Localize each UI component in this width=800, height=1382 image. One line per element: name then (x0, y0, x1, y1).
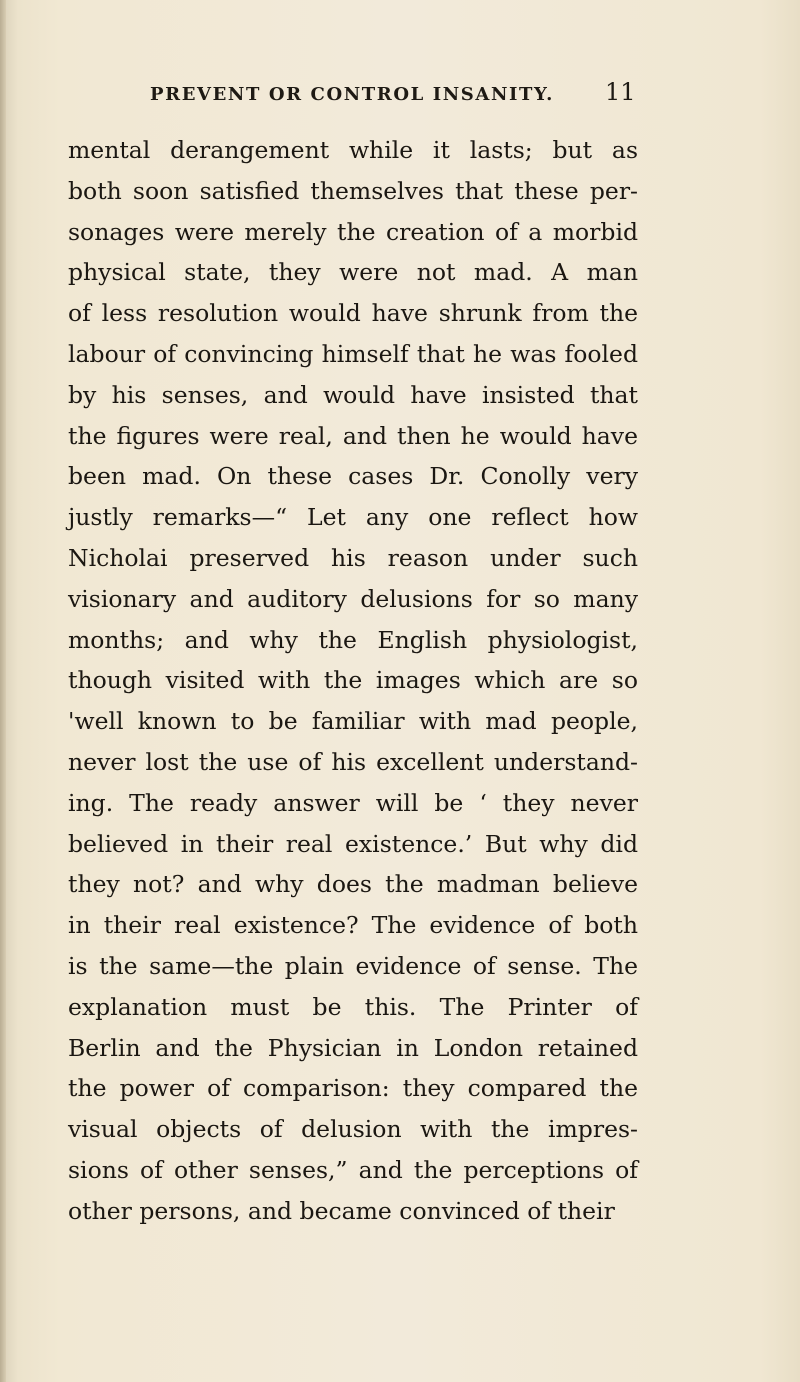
text-line: visual objects of delusion with the impres- (68, 1115, 638, 1144)
text-line: the power of comparison: they compared the (68, 1074, 638, 1103)
page-binding-edge (0, 0, 6, 1382)
text-line: in their real existence? The evidence of both (68, 911, 638, 940)
text-line: months; and why the English physiologist, (68, 625, 638, 654)
text-line: never lost the use of his excellent understand- (68, 747, 638, 776)
text-line: been mad. On these cases Dr. Conolly very (68, 462, 638, 491)
text-line: other persons, and became convinced of their (68, 1196, 615, 1225)
text-line: the figures were real, and then he would have (68, 421, 638, 450)
text-line: mental derangement while it lasts; but as (68, 136, 638, 164)
text-line: both soon satisfied themselves that these per- (68, 176, 638, 205)
running-head (150, 78, 650, 118)
text-line: by his senses, and would have insisted that (68, 380, 638, 409)
text-line: ing. The ready answer will be ‘ they never (68, 788, 638, 817)
text-line: of less resolution would have shrunk from the (68, 299, 638, 328)
text-line: they not? and why does the madman believe (68, 870, 638, 899)
text-line: 'well known to be familiar with mad people, (68, 707, 638, 736)
text-line: sions of other senses,” and the perceptions of (68, 1155, 638, 1184)
text-line: physical state, they were not mad. A man (68, 258, 638, 287)
text-line: justly remarks—“ Let any one reflect how (68, 503, 638, 532)
page-number: 11 (605, 78, 636, 106)
text-line: sonages were merely the creation of a morbid (68, 217, 638, 246)
running-title: PREVENT OR CONTROL INSANITY. (150, 84, 555, 105)
text-line: is the same—the plain evidence of sense. The (68, 951, 638, 980)
text-line: visionary and auditory delusions for so many (68, 584, 638, 613)
text-line: Nicholai preserved his reason under such (68, 543, 638, 572)
text-line: explanation must be this. The Printer of (68, 992, 638, 1021)
text-line: labour of convincing himself that he was fooled (68, 339, 638, 368)
text-line: Berlin and the Physician in London retained (68, 1033, 638, 1062)
text-line: believed in their real existence.’ But why did (68, 829, 638, 858)
text-line: though visited with the images which are so (68, 666, 638, 695)
body-text (68, 130, 638, 1232)
